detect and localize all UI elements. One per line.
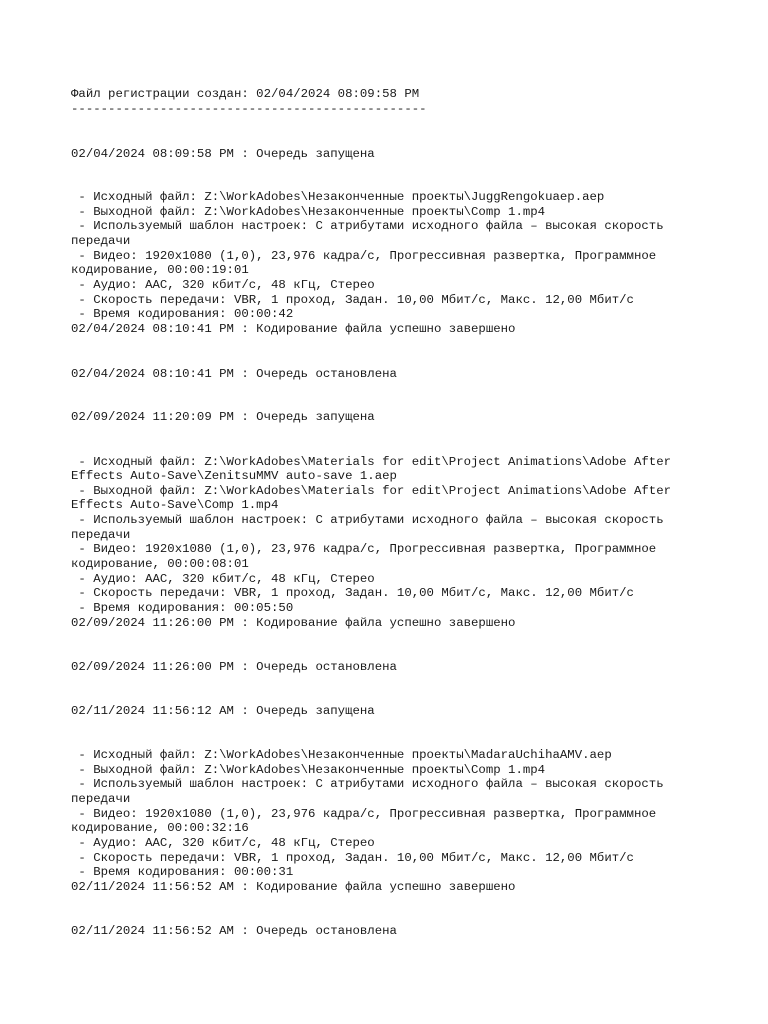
log-line: 02/11/2024 11:56:52 AM : Кодирование файла успешно завершено [71,880,516,894]
log-line: - Исходный файл: Z:\WorkAdobes\Materials for edit\Project Animations\Adobe After [71,455,672,469]
log-line: передачи [71,528,131,542]
log-line: - Время кодирования: 00:05:50 [71,601,294,615]
log-line: кодирование, 00:00:19:01 [71,263,249,277]
log-line: - Время кодирования: 00:00:31 [71,865,294,879]
log-line: - Аудио: AAC, 320 кбит/с, 48 кГц, Стерео [71,278,375,292]
log-line: - Исходный файл: Z:\WorkAdobes\Незаконченные проекты\JuggRengokuaep.aep [71,190,605,204]
log-line: 02/09/2024 11:20:09 PM : Очередь запущена [71,410,375,424]
log-line: 02/04/2024 08:10:41 PM : Очередь остановлена [71,367,397,381]
log-line: 02/04/2024 08:10:41 PM : Кодирование файла успешно завершено [71,322,516,336]
log-line: - Выходной файл: Z:\WorkAdobes\Materials for edit\Project Animations\Adobe After [71,484,672,498]
log-line: - Время кодирования: 00:00:42 [71,307,294,321]
log-header: Файл регистрации создан: 02/04/2024 08:09:58 PM [71,87,420,101]
log-line: кодирование, 00:00:08:01 [71,557,249,571]
log-line: - Аудио: AAC, 320 кбит/с, 48 кГц, Стерео [71,572,375,586]
log-line: - Исходный файл: Z:\WorkAdobes\Незаконченные проекты\MadaraUchihaAMV.aep [71,748,612,762]
log-line: - Скорость передачи: VBR, 1 проход, Задан. 10,00 Мбит/с, Макс. 12,00 Мбит/с [71,293,634,307]
log-separator: ------------------------------------------------ [71,102,427,116]
log-line: 02/04/2024 08:09:58 PM : Очередь запущена [71,147,375,161]
log-line: 02/11/2024 11:56:52 AM : Очередь остановлена [71,924,397,938]
log-line: - Скорость передачи: VBR, 1 проход, Задан. 10,00 Мбит/с, Макс. 12,00 Мбит/с [71,586,634,600]
log-line: 02/11/2024 11:56:12 AM : Очередь запущена [71,704,375,718]
log-line: - Выходной файл: Z:\WorkAdobes\Незаконченные проекты\Comp 1.mp4 [71,763,546,777]
log-line: - Видео: 1920x1080 (1,0), 23,976 кадра/с, Прогрессивная развертка, Программное [71,542,657,556]
log-line: 02/09/2024 11:26:00 PM : Кодирование файла успешно завершено [71,616,516,630]
log-line: - Видео: 1920x1080 (1,0), 23,976 кадра/с, Прогрессивная развертка, Программное [71,249,657,263]
log-line: - Выходной файл: Z:\WorkAdobes\Незаконченные проекты\Comp 1.mp4 [71,205,546,219]
log-line: 02/09/2024 11:26:00 PM : Очередь остановлена [71,660,397,674]
log-line: - Видео: 1920x1080 (1,0), 23,976 кадра/с, Прогрессивная развертка, Программное [71,807,657,821]
log-line: Effects Auto-Save\Comp 1.mp4 [71,498,279,512]
log-line: - Аудио: AAC, 320 кбит/с, 48 кГц, Стерео [71,836,375,850]
log-line: - Используемый шаблон настроек: С атрибутами исходного файла – высокая скорость [71,219,664,233]
log-line: передачи [71,792,131,806]
log-line: Effects Auto-Save\ZenitsuMMV auto-save 1.aep [71,469,397,483]
log-line: - Используемый шаблон настроек: С атрибутами исходного файла – высокая скорость [71,777,664,791]
log-line: передачи [71,234,131,248]
log-line: - Скорость передачи: VBR, 1 проход, Задан. 10,00 Мбит/с, Макс. 12,00 Мбит/с [71,851,634,865]
log-line: - Используемый шаблон настроек: С атрибутами исходного файла – высокая скорость [71,513,664,527]
log-line: кодирование, 00:00:32:16 [71,821,249,835]
